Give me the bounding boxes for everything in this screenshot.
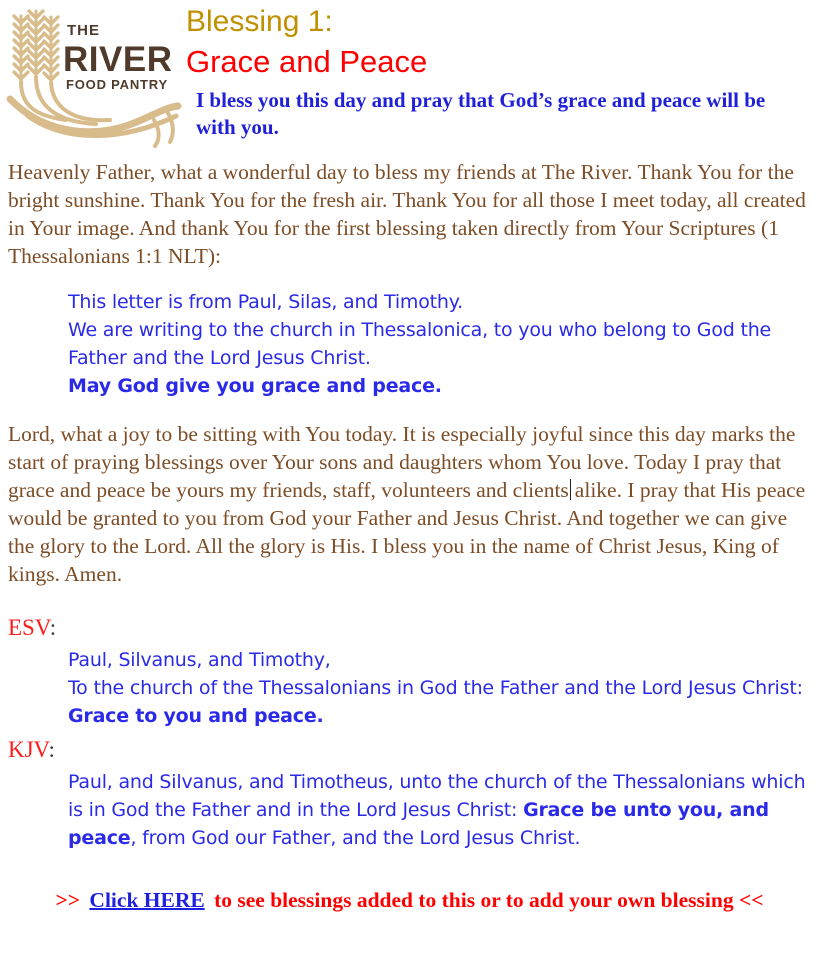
click-here-link[interactable]: Click HERE [89,888,205,912]
kjv-label-colon: : [48,737,55,762]
wheat-logo-icon [4,2,186,148]
logo-the-text: THE [67,22,100,39]
footer-call-to-action [0,886,819,914]
logo-river-text: RIVER [63,40,173,79]
blessing-title: Grace and Peace [186,44,428,79]
paragraph2-text-before-cursor: Lord, what a joy to be sitting with You today. It is especially joyful since this day marks the start of praying blessings over Your sons and daughters whom You love. Today I pray that grace and peace be yours my friends, staff, volunteers and clients [8,422,796,502]
footer-prefix: >> [55,888,86,912]
esv-label-colon: : [49,615,57,640]
kjv-label [8,736,819,764]
kjv-section [0,736,819,852]
blessing-number-heading: Blessing 1: [186,5,333,38]
footer-suffix: to see blessings added to this or to add your own blessing << [208,888,764,912]
kjv-scripture-quote: Paul, and Silvanus, and Timotheus, unto the church of the Thessalonians which is in God the Father and in the Lord Jesus Christ: Grace be unto you, and peace, from God our Father, and the Lord Jesus Christ. [68,771,806,849]
river-food-pantry-logo [4,2,186,148]
title-block [186,2,796,141]
esv-label-text: ESV [8,615,50,640]
logo-food-pantry-text: FOOD PANTRY [66,77,168,92]
blessing-summary: I bless you this day and pray that God’s grace and peace will be with you. [196,88,766,139]
esv-section [0,614,819,730]
esv-scripture-quote: Paul, Silvanus, and Timothy, To the church of the Thessalonians in God the Father and the Lord Jesus Christ: Grace to you and peace. [68,649,803,727]
kjv-label-text: KJV [8,737,49,762]
paragraph2-text-after-cursor: alike. I pray that His peace would be granted to you from God your Father and Jesus Christ. And together we can give the glory to the Lord. All the glory is His. I bless you in the name of Christ Jesus, King of kings. Amen. [8,478,806,586]
text-cursor [570,479,571,500]
nlt-scripture-quote: This letter is from Paul, Silas, and Timothy. We are writing to the church in Thessalonica, to you who belong to God the Father and the Lord Jesus Christ. May God give you grace and peace. [68,291,772,397]
esv-label [8,614,819,642]
document-header [0,0,819,148]
prayer-paragraph-1: Heavenly Father, what a wonderful day to bless my friends at The River. Thank You for the bright sunshine. Thank You for the fresh air. Thank You for all those I meet today, all created in Your image. And thank You for the first blessing taken directly from Your Scriptures (1 Thessalonians 1:1 NLT): [8,160,806,268]
prayer-paragraph-2 [8,420,814,588]
